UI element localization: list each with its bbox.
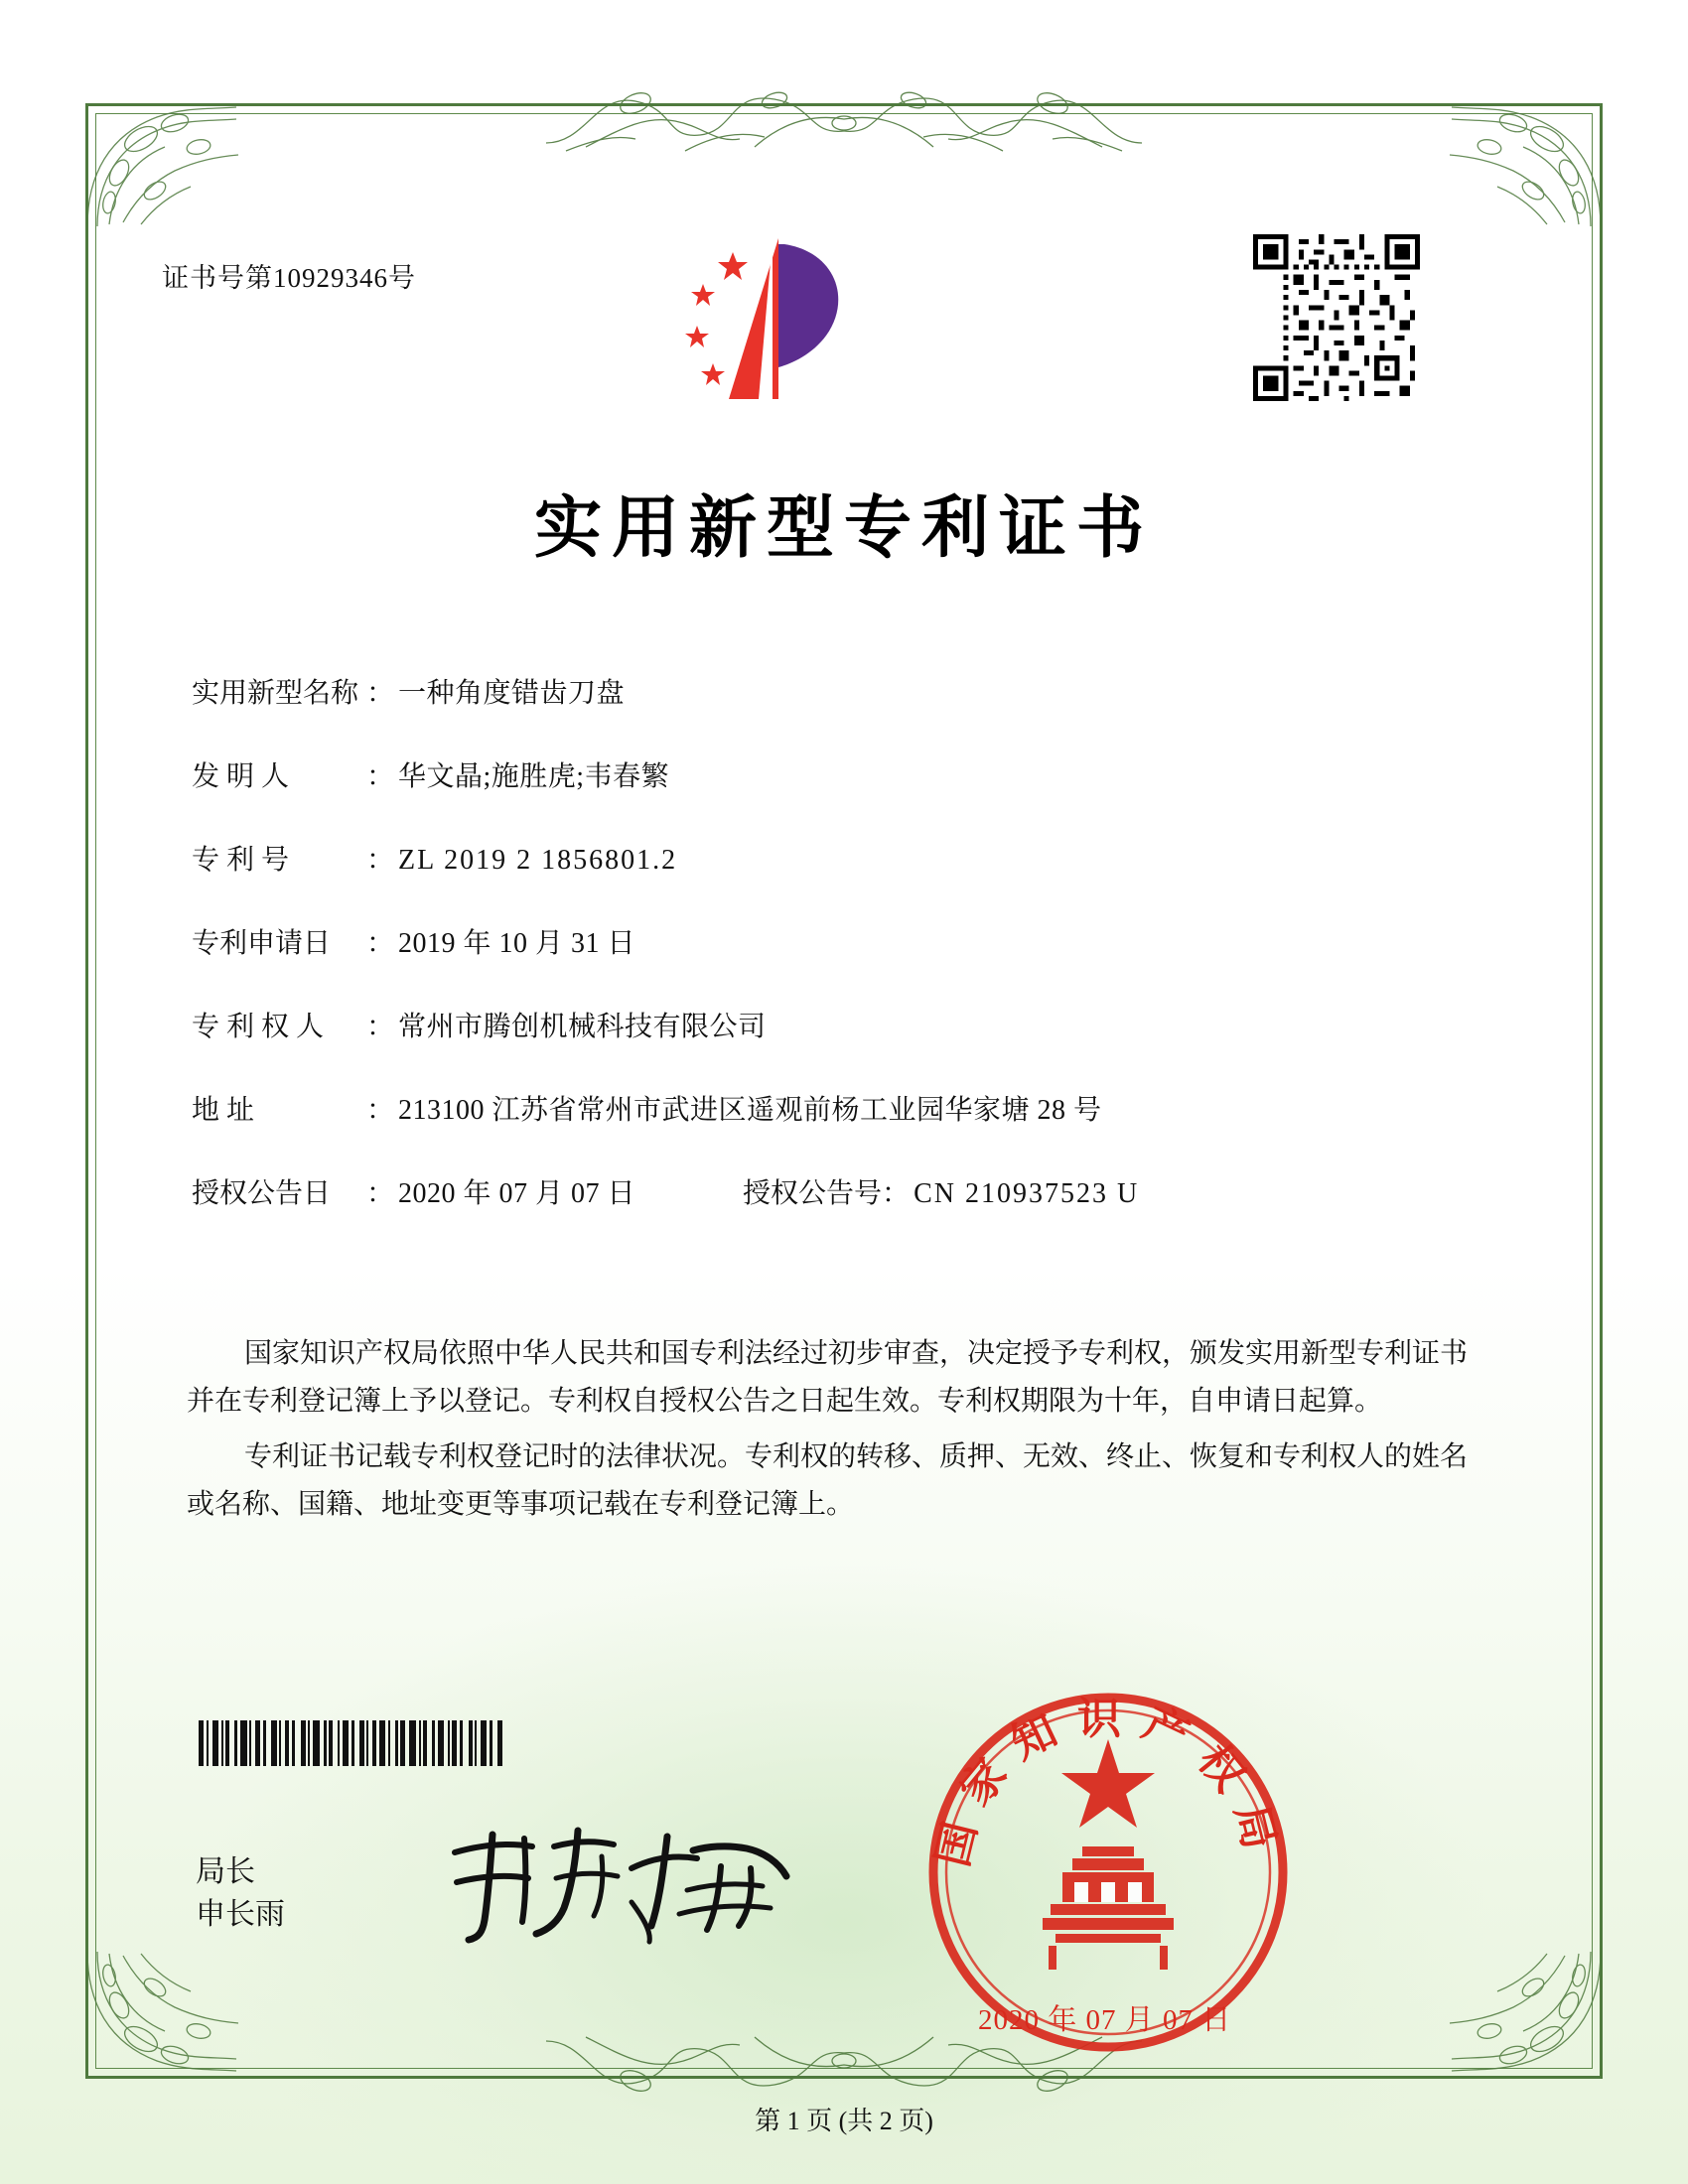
field-row-patent-number bbox=[192, 838, 1463, 878]
cnipa-logo-icon bbox=[667, 230, 886, 424]
signature-block bbox=[196, 1851, 285, 1936]
field-label-grant-number: 授权公告号 bbox=[743, 1178, 883, 1209]
field-label-application-date: 专利申请日 bbox=[192, 928, 332, 959]
field-colon: ： bbox=[366, 928, 395, 959]
field-value-patent-number: ZL 2019 2 1856801.2 bbox=[398, 845, 678, 876]
grant-number-group bbox=[743, 1171, 1139, 1211]
paragraph-1: 国家知识产权局依照中华人民共和国专利法经过初步审查，决定授予专利权，颁发实用新型专利证书并在专利登记簿上予以登记。专利权自授权公告之日起生效。专利权期限为十年，自申请日起算。 bbox=[187, 1338, 1469, 1418]
field-colon: ： bbox=[366, 1012, 395, 1042]
field-row-address bbox=[192, 1088, 1463, 1128]
page-footer: 第 1 页 (共 2 页) bbox=[755, 2107, 933, 2135]
top-ornament-icon bbox=[526, 73, 1162, 153]
corner-ornament-icon bbox=[79, 95, 243, 234]
handwritten-signature-icon bbox=[437, 1817, 814, 1946]
field-colon: ： bbox=[366, 761, 395, 792]
field-colon: ： bbox=[882, 1178, 911, 1209]
field-label-address: 地 址 bbox=[192, 1095, 255, 1126]
signature-title: 局长 bbox=[196, 1855, 255, 1888]
field-value-patentee: 常州市腾创机械科技有限公司 bbox=[398, 1012, 767, 1042]
qr-code-icon bbox=[1253, 234, 1420, 401]
field-value-inventors: 华文晶;施胜虎;韦春繁 bbox=[398, 761, 670, 792]
field-label-grant-date: 授权公告日 bbox=[192, 1178, 332, 1209]
field-list bbox=[192, 671, 1463, 1255]
field-label-name: 实用新型名称 bbox=[192, 678, 359, 709]
field-colon: ： bbox=[366, 845, 395, 876]
corner-ornament-icon bbox=[79, 1944, 243, 2083]
corner-ornament-icon bbox=[1445, 1944, 1609, 2083]
barcode bbox=[199, 1720, 606, 1766]
field-colon: ： bbox=[366, 678, 395, 709]
svg-text:国家知识产权局: 国家知识产权局 bbox=[926, 1694, 1290, 1872]
grant-date-group bbox=[192, 1171, 635, 1211]
field-label-patentee: 专 利 权 人 bbox=[192, 1012, 325, 1042]
field-row-grant bbox=[192, 1171, 1463, 1211]
seal-date: 2020 年 07 月 07 日 bbox=[978, 2004, 1232, 2036]
paragraph-2: 专利证书记载专利权登记时的法律状况。专利权的转移、质押、无效、终止、恢复和专利权人的姓名或名称、国籍、地址变更等事项记载在专利登记簿上。 bbox=[187, 1441, 1469, 1521]
field-colon: ： bbox=[366, 1095, 395, 1126]
field-value-application-date: 2019 年 10 月 31 日 bbox=[398, 928, 636, 959]
page-title: 实用新型专利证书 bbox=[533, 488, 1154, 568]
field-label-inventors: 发 明 人 bbox=[192, 761, 290, 792]
signature-name: 申长雨 bbox=[196, 1897, 285, 1931]
certificate-number: 证书号第10929346号 bbox=[162, 263, 416, 293]
field-value-grant-number: CN 210937523 U bbox=[914, 1178, 1140, 1209]
field-value-name: 一种角度错齿刀盘 bbox=[398, 678, 626, 709]
field-value-grant-date: 2020 年 07 月 07 日 bbox=[398, 1178, 636, 1209]
field-value-address: 213100 江苏省常州市武进区遥观前杨工业园华家塘 28 号 bbox=[398, 1095, 1102, 1126]
field-row-name bbox=[192, 671, 1463, 711]
corner-ornament-icon bbox=[1445, 95, 1609, 234]
field-row-application-date bbox=[192, 921, 1463, 961]
field-colon: ： bbox=[366, 1178, 395, 1209]
field-row-inventors bbox=[192, 754, 1463, 794]
field-row-patentee bbox=[192, 1005, 1463, 1044]
field-label-patent-number: 专 利 号 bbox=[192, 845, 290, 876]
legal-text bbox=[187, 1330, 1468, 1538]
